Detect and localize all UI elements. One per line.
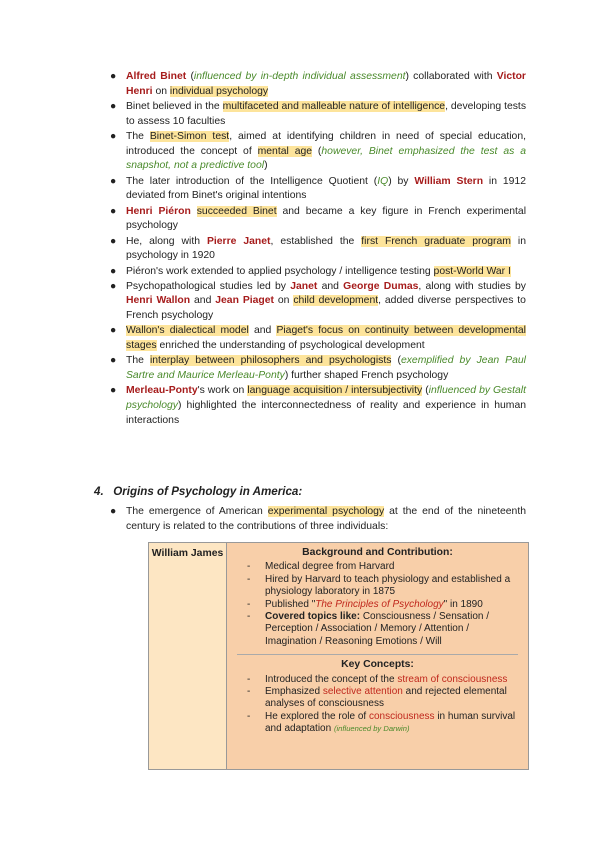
text-run: individual psychology	[169, 85, 269, 97]
list-item	[110, 175, 526, 204]
dash-icon: -	[247, 673, 251, 685]
intro-text	[126, 506, 526, 532]
text-run: IQ	[377, 175, 389, 187]
text-run: child development	[293, 295, 379, 307]
bullet-icon: ●	[110, 506, 117, 517]
list-item	[110, 235, 527, 264]
bullet-icon: ●	[110, 175, 117, 187]
list-item	[110, 70, 526, 99]
list-item	[237, 599, 518, 611]
text-run: on	[274, 295, 294, 307]
text-run: succeeded Binet	[196, 205, 277, 217]
text-run: influenced by Gestalt psychology	[126, 385, 526, 412]
list-item	[110, 265, 526, 280]
french-psychology-list	[110, 70, 527, 429]
key-concepts-heading: Key Concepts:	[341, 659, 414, 671]
background-list	[237, 561, 518, 648]
bullet-icon: ●	[110, 71, 117, 82]
text-run: interplay between philosophers and psychologists	[149, 355, 392, 367]
text-run: The	[126, 355, 150, 367]
text-run: Medical degree from Harvard	[265, 561, 395, 573]
text-run: Pierre Janet	[206, 235, 271, 247]
bullet-icon: ●	[110, 100, 117, 112]
background-heading: Background and Contribution:	[302, 547, 453, 558]
text-run: on	[152, 85, 170, 97]
list-item	[110, 100, 527, 129]
bullet-icon: ●	[110, 130, 117, 142]
list-item	[110, 130, 526, 174]
text-run: first French graduate program	[361, 235, 511, 247]
text-run: Jean Piaget	[215, 295, 275, 307]
dash-icon: -	[247, 710, 251, 722]
text-run: in 1912 deviated from Binet's original intentions	[126, 175, 526, 202]
bullet-icon: ●	[110, 355, 117, 367]
text-run: Piaget's focus on continuity between developmental stages	[126, 325, 526, 352]
text-run: Merleau-Ponty	[126, 385, 198, 397]
divider	[237, 654, 518, 655]
text-run: Published "	[265, 598, 316, 610]
text-run: mental age	[257, 145, 313, 157]
table-content-cell	[227, 543, 528, 769]
text-run: influenced by in-depth individual assessment	[193, 71, 406, 82]
section-title: Origins of Psychology in America:	[113, 485, 303, 498]
text-run: George Dumas	[343, 280, 419, 292]
text-run: The	[126, 130, 150, 142]
text-run: Binet-Simon test	[149, 130, 230, 142]
text-run: Consciousness / Sensation / Perception / Association / Memory / Attention / Imagination / Reasoning Emotions / Will	[265, 611, 489, 647]
bullet-icon: ●	[110, 235, 117, 247]
text-run: post-World War I	[433, 265, 511, 277]
text-run: multifaceted and malleable nature of intelligence	[222, 100, 446, 112]
text-run: stream of consciousness	[397, 673, 508, 685]
text-run: Covered topics like:	[265, 611, 363, 623]
dash-icon: -	[247, 573, 251, 585]
text-run: (	[422, 385, 429, 397]
person-name: William James	[151, 548, 224, 559]
text-run: ) by	[388, 175, 415, 187]
table-name-cell	[149, 543, 227, 769]
text-run: and	[190, 295, 216, 307]
text-run: selective attention	[322, 686, 403, 698]
text-run: enriched the understanding of psychological development	[156, 340, 425, 352]
text-run: (influenced by Darwin)	[333, 724, 410, 734]
dash-icon: -	[247, 598, 251, 610]
text-run: (	[312, 145, 322, 157]
text-run: Henri Piéron	[126, 205, 191, 217]
text-run: , aimed at identifying children in need of special education, introduced the concept of	[126, 130, 526, 157]
text-run: The emergence of American	[126, 506, 268, 517]
text-run: (	[391, 355, 401, 367]
text-run: Hired by Harvard to teach physiology and established a physiology laboratory in 1875	[265, 573, 511, 598]
text-run	[191, 206, 197, 217]
list-item	[237, 674, 518, 686]
text-run: Alfred Binet	[126, 71, 187, 82]
text-run: Henri Wallon	[126, 295, 191, 307]
list-item	[110, 384, 526, 428]
text-run: He explored the role of	[265, 710, 369, 722]
section-heading	[94, 485, 302, 498]
bullet-icon: ●	[110, 325, 117, 337]
text-run: Victor Henri	[126, 71, 526, 97]
text-run: however, Binet emphasized the test as a snapshot, not a predictive tool	[126, 145, 526, 172]
text-run: 's work on	[197, 385, 248, 397]
bullet-icon: ●	[110, 265, 117, 277]
text-run: (	[186, 71, 194, 82]
text-run: and	[248, 325, 277, 337]
bullet-icon: ●	[110, 205, 117, 217]
dash-icon: -	[247, 611, 251, 623]
list-item	[237, 561, 518, 573]
text-run: , developing tests to assess 10 faculties	[126, 100, 527, 127]
list-item	[237, 711, 518, 736]
text-run: , along with studies by	[418, 280, 526, 292]
list-item	[110, 505, 527, 534]
key-concepts-list	[237, 674, 518, 736]
text-run: ) highlighted the interconnectedness of reality and experience in human interactions	[126, 400, 526, 426]
america-intro-list	[110, 505, 527, 534]
text-run: He, along with	[126, 235, 207, 247]
text-run: at the end of the nineteenth century is related to the contributions of three individuals:	[126, 506, 527, 532]
text-run: Piéron's work extended to applied psychology / intelligence testing	[126, 265, 434, 277]
text-run: and became a key figure in French experimental psychology	[126, 205, 527, 232]
list-item	[237, 686, 518, 711]
william-james-table	[148, 542, 529, 770]
text-run: exemplified by Jean Paul Sartre and Maurice Merleau-Ponty	[126, 355, 526, 382]
text-run: in human survival and adaptation	[265, 710, 516, 735]
list-item	[237, 574, 518, 599]
text-run: ) collaborated with	[405, 71, 497, 82]
list-item	[110, 205, 527, 234]
text-run: Wallon's dialectical model	[126, 325, 249, 337]
list-item	[237, 611, 518, 648]
bullet-icon: ●	[110, 385, 117, 397]
text-run: language acquisition / intersubjectivity	[247, 385, 423, 397]
text-run: consciousness	[368, 710, 435, 722]
text-run: ) further shaped French psychology	[284, 370, 449, 382]
text-run: and	[317, 280, 344, 292]
list-item	[110, 354, 526, 383]
section-number: 4.	[94, 485, 104, 498]
text-run: The Principles of Psychology	[315, 598, 444, 610]
text-run: The later introduction of the Intelligence Quotient (	[126, 175, 378, 187]
text-run: in psychology in 1920	[126, 235, 527, 262]
text-run: experimental psychology	[267, 506, 385, 517]
text-run: and rejected elemental analyses of consciousness	[265, 686, 507, 710]
text-run: Emphasized	[265, 686, 323, 698]
text-run: Introduced the concept of the	[265, 673, 398, 685]
text-run: , established the	[270, 235, 362, 247]
text-run: Psychopathological studies led by	[126, 280, 291, 292]
list-item	[110, 280, 526, 324]
list-item	[110, 324, 526, 353]
text-run: Janet	[290, 280, 318, 292]
text-run: William Stern	[414, 175, 484, 187]
text-run: )	[264, 160, 268, 172]
text-run: , added diverse perspectives to French psychology	[126, 295, 526, 322]
text-run: " in 1890	[443, 598, 483, 610]
dash-icon: -	[247, 686, 251, 698]
bullet-icon: ●	[110, 280, 117, 292]
text-run: Binet believed in the	[126, 100, 223, 112]
dash-icon: -	[247, 561, 251, 573]
